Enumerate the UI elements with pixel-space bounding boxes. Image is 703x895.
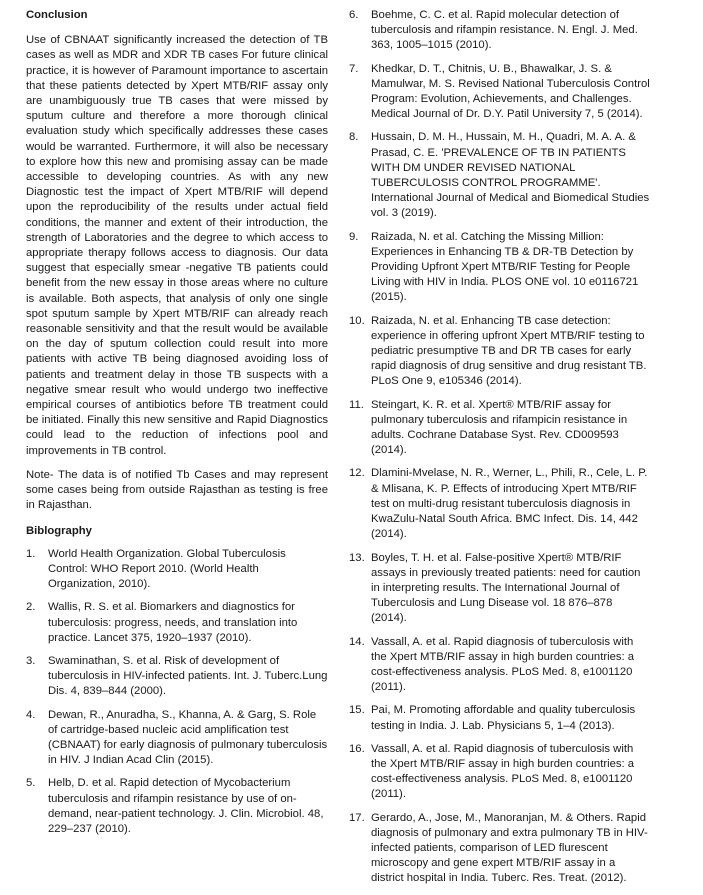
reference-text: Vassall, A. et al. Rapid diagnosis of tuberculosis with the Xpert MTB/RIF assay in high burden countries: a cost-effectiveness analysis. PLoS Med. 8, e1001120 (2011). xyxy=(371,742,635,801)
reference-number: 12. xyxy=(349,467,365,480)
reference-number: 9. xyxy=(349,230,359,243)
reference-number: 5. xyxy=(26,777,36,790)
reference-number: 13. xyxy=(349,551,365,564)
reference-text: Hussain, D. M. H., Hussain, M. H., Quadri, M. A. A. & Prasad, C. E. 'PREVALENCE OF TB IN PATIENTS WITH DM UNDER REVISED NATIONAL TUBERCULOSIS CONTROL PROGRAMME'. International Journal of Medical and Biomedical Studies vol. 3 (2019). xyxy=(371,131,650,220)
reference-4 xyxy=(26,708,328,769)
reference-13 xyxy=(349,551,651,627)
reference-text: World Health Organization. Global Tuberculosis Control: WHO Report 2010. (World Health Organization, 2010). xyxy=(48,547,286,591)
right-column xyxy=(349,8,651,895)
reference-17 xyxy=(349,811,651,887)
reference-text: Boehme, C. C. et al. Rapid molecular detection of tuberculosis and rifampin resistance. N. Engl. J. Med. 363, 1005–1015 (2010). xyxy=(371,9,638,52)
reference-9 xyxy=(349,230,651,306)
reference-12 xyxy=(349,466,651,542)
reference-text: Pai, M. Promoting affordable and quality tuberculosis testing in India. J. Lab. Physicians 5, 1–4 (2013). xyxy=(371,704,636,732)
reference-number: 8. xyxy=(349,131,359,144)
reference-text: Dewan, R., Anuradha, S., Khanna, A. & Garg, S. Role of cartridge-based nucleic acid amplification test (CBNAAT) for early diagnosis of pulmonary tuberculosis in HIV. J Indian Acad Clin (2015). xyxy=(48,708,328,767)
left-column xyxy=(26,8,328,845)
reference-number: 7. xyxy=(349,62,359,75)
reference-number: 4. xyxy=(26,708,36,721)
reference-text: Swaminathan, S. et al. Risk of development of tuberculosis in HIV-infected patients. Int. J. Tuberc.Lung Dis. 4, 839–844 (2000). xyxy=(48,654,328,698)
data-note: Note- The data is of notified Tb Cases and may represent some cases being from outside Rajasthan as testing is free in Rajasthan. xyxy=(26,468,328,512)
reference-11 xyxy=(349,398,651,459)
conclusion-heading: Conclusion xyxy=(26,9,88,21)
reference-number: 14. xyxy=(349,635,365,648)
reference-15 xyxy=(349,703,651,733)
reference-10 xyxy=(349,314,651,390)
reference-16 xyxy=(349,742,651,803)
reference-text: Gerardo, A., Jose, M., Manoranjan, M. & Others. Rapid diagnosis of pulmonary and extra pulmonary TB in HIV-infected patients, comparison of LED flurescent microscopy and gene expert MTB/RIF assay in a district hospital in India. Tuberc. Res. Treat. (2012). xyxy=(371,811,648,885)
reference-number: 15. xyxy=(349,704,365,717)
reference-number: 2. xyxy=(26,601,36,614)
reference-text: Wallis, R. S. et al. Biomarkers and diagnostics for tuberculosis: progress, needs, and translation into practice. Lancet 375, 1920–1937 (2010). xyxy=(48,601,298,644)
reference-text: Raizada, N. et al. Enhancing TB case detection: experience in offering upfront Xpert MTB/RIF testing to pediatric presumptive TB and DR TB cases for early rapid diagnosis of drug sensitive and drug resistant TB. PLoS One 9, e105346 (2014). xyxy=(371,314,647,388)
reference-14 xyxy=(349,635,651,696)
conclusion-body: Use of CBNAAT significantly increased the detection of TB cases as well as MDR and XDR TB cases For future clinical practice, it is however of Paramount importance to ascertain that these patients detected by Xpert MTB/RIF assay only are unambiguously true TB cases that were missed by sputum culture and therefore a more thorough clinical evaluation study which specifically addresses these cases would be warranted. Furthermore, it will also be necessary to explore how this new and promising assay can be made accessible to developing countries. As with any new Diagnostic test the impact of Xpert MTB/RIF will depend upon the reproducibility of the results under actual field conditions, the manner and extent of their introduction, the strength of Laboratories and the degree to which access to appropriate therapy follows access to diagnosis. Our data suggest that especially smear -negative TB patients could benefit from the new essay in those areas where no culture is available. Both aspects, that analysis of only one single spot sputum sample by Xpert MTB/RIF can already reach reasonable sensitivity and that the result would be available on the day of sputum collection could result into more patients with active TB being diagnosed avoiding loss of patients and treatment delay in those TB suspects with a negative smear result who would undergo two ineffective empirical courses of antibiotics before TB treatment could be initiated. Finally this new sensitive and Rapid Diagnostics could lead to the reduction of infections pool and improvements in TB control. xyxy=(26,34,328,457)
reference-1 xyxy=(26,547,328,593)
reference-2 xyxy=(26,600,328,646)
reference-text: Vassall, A. et al. Rapid diagnosis of tuberculosis with the Xpert MTB/RIF assay in high burden countries: a cost-effectiveness analysis. PLoS Med. 8, e1001120 (2011). xyxy=(371,635,635,694)
reference-text: Dlamini-Mvelase, N. R., Werner, L., Phili, R., Cele, L. P. & Mlisana, K. P. Effects of introducing Xpert MTB/RIF test on multi-drug resistant tuberculosis diagnosis in KwaZulu-Natal South Africa. BMC Infect. Dis. 14, 442 (2014). xyxy=(371,467,648,541)
reference-number: 6. xyxy=(349,9,359,21)
reference-text: Helb, D. et al. Rapid detection of Mycobacterium tuberculosis and rifampin resistance by use of on-demand, near-patient technology. J. Clin. Microbiol. 48, 229–237 (2010). xyxy=(48,777,324,835)
reference-text: Raizada, N. et al. Catching the Missing Million: Experiences in Enhancing TB & DR-TB Detection by Providing Upfront Xpert MTB/RIF Testing for People Living with HIV in India. PLOS ONE vol. 10 e0116721 (2015). xyxy=(371,230,639,304)
reference-number: 10. xyxy=(349,314,365,327)
reference-text: Boyles, T. H. et al. False-positive Xpert® MTB/RIF assays in previously treated patients: need for caution in interpreting results. The International Journal of Tuberculosis and Lung Disease vol. 18 876–878 (2014). xyxy=(371,551,641,625)
reference-8 xyxy=(349,130,651,221)
reference-text: Steingart, K. R. et al. Xpert® MTB/RIF assay for pulmonary tuberculosis and rifampicin resistance in adults. Cochrane Database Syst. Rev. CD009593 (2014). xyxy=(371,398,628,457)
reference-number: 11. xyxy=(349,398,364,411)
reference-3 xyxy=(26,654,328,700)
reference-number: 17. xyxy=(349,811,365,824)
bibliography-heading: Biblography xyxy=(26,524,92,537)
reference-6 xyxy=(349,8,651,54)
reference-number: 16. xyxy=(349,742,365,755)
reference-number: 3. xyxy=(26,654,36,667)
reference-7 xyxy=(349,62,651,123)
reference-text: Khedkar, D. T., Chitnis, U. B., Bhawalkar, J. S. & Mamulwar, M. S. Revised National Tuberculosis Control Program: Evolution, Achievements, and Challenges. Medical Journal of Dr. D.Y. Patil University 7, 5 (2014). xyxy=(371,62,650,121)
reference-number: 1. xyxy=(26,547,36,560)
reference-5 xyxy=(26,776,328,837)
